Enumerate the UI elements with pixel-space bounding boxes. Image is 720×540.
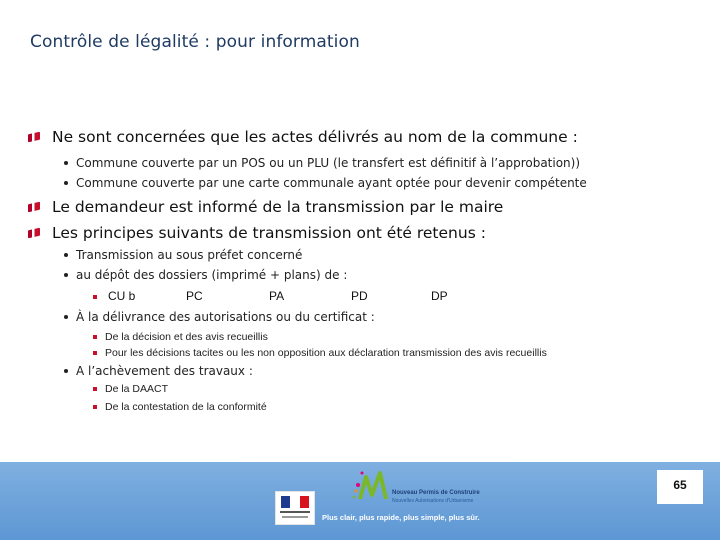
bullet-principes-text: Les principes suivants de transmission ont été retenus :: [52, 224, 486, 242]
doc-type-cub: CU b: [108, 289, 136, 303]
bullet-commune-text: Ne sont concernées que les actes délivrés au nom de la commune :: [52, 128, 578, 146]
sub-item-sous-prefet: Transmission au sous préfet concerné: [64, 248, 302, 262]
bullet-demandeur-text: Le demandeur est informé de la transmission par le maire: [52, 198, 504, 216]
bullet-commune: [28, 128, 578, 146]
delivrance-item-decision: De la décision et des avis recueillis: [93, 331, 268, 343]
sub-item-depot: au dépôt des dossiers (imprimé + plans) de :: [64, 268, 347, 282]
dot-bullet-icon: [64, 273, 68, 277]
footer-slogan: Plus clair, plus rapide, plus simple, plus sûr.: [322, 513, 480, 522]
republique-francaise-logo: [275, 491, 315, 525]
square-bullet-icon: [93, 405, 97, 409]
dot-bullet-icon: [64, 253, 68, 257]
sub-item-carte-communale: Commune couverte par une carte communale ayant optée pour devenir compétente: [64, 176, 587, 190]
square-bullet-icon: [93, 351, 97, 355]
doc-type-dp: DP: [431, 289, 448, 303]
bullet-demandeur: [28, 198, 503, 216]
permis-logo-icon: [352, 469, 392, 503]
square-bullet-icon: [93, 335, 97, 339]
square-bullet-icon: [93, 295, 97, 299]
doc-types-row: [93, 289, 493, 305]
dot-bullet-icon: [64, 315, 68, 319]
achevement-item-daact: De la DAACT: [93, 383, 168, 395]
sub-item-delivrance: À la délivrance des autorisations ou du certificat :: [64, 310, 375, 324]
brand-line1: Nouveau Permis de Construire: [392, 490, 480, 496]
dot-bullet-icon: [64, 369, 68, 373]
doc-type-pa: PA: [269, 289, 285, 303]
doc-type-pd: PD: [351, 289, 368, 303]
square-bullet-icon: [93, 387, 97, 391]
flag-bullet-icon: [28, 132, 40, 143]
dot-bullet-icon: [64, 181, 68, 185]
achevement-item-conformite: De la contestation de la conformité: [93, 401, 267, 413]
brand-line2: Nouvelles Autorisations d'Urbanisme: [392, 498, 474, 504]
dot-bullet-icon: [64, 161, 68, 165]
delivrance-item-tacites: Pour les décisions tacites ou les non opposition aux déclaration transmission des avis recueillis: [93, 347, 547, 359]
bullet-principes: [28, 224, 486, 242]
page-number: 65: [673, 478, 687, 492]
flag-bullet-icon: [28, 228, 40, 239]
sub-item-pos-plu: Commune couverte par un POS ou un PLU (le transfert est définitif à l’approbation)): [64, 156, 580, 170]
page-number-box: [657, 470, 703, 504]
doc-type-pc: PC: [186, 289, 203, 303]
sub-item-achevement: A l’achèvement des travaux :: [64, 364, 253, 378]
page-title: Contrôle de légalité : pour information: [30, 32, 360, 52]
flag-bullet-icon: [28, 202, 40, 213]
